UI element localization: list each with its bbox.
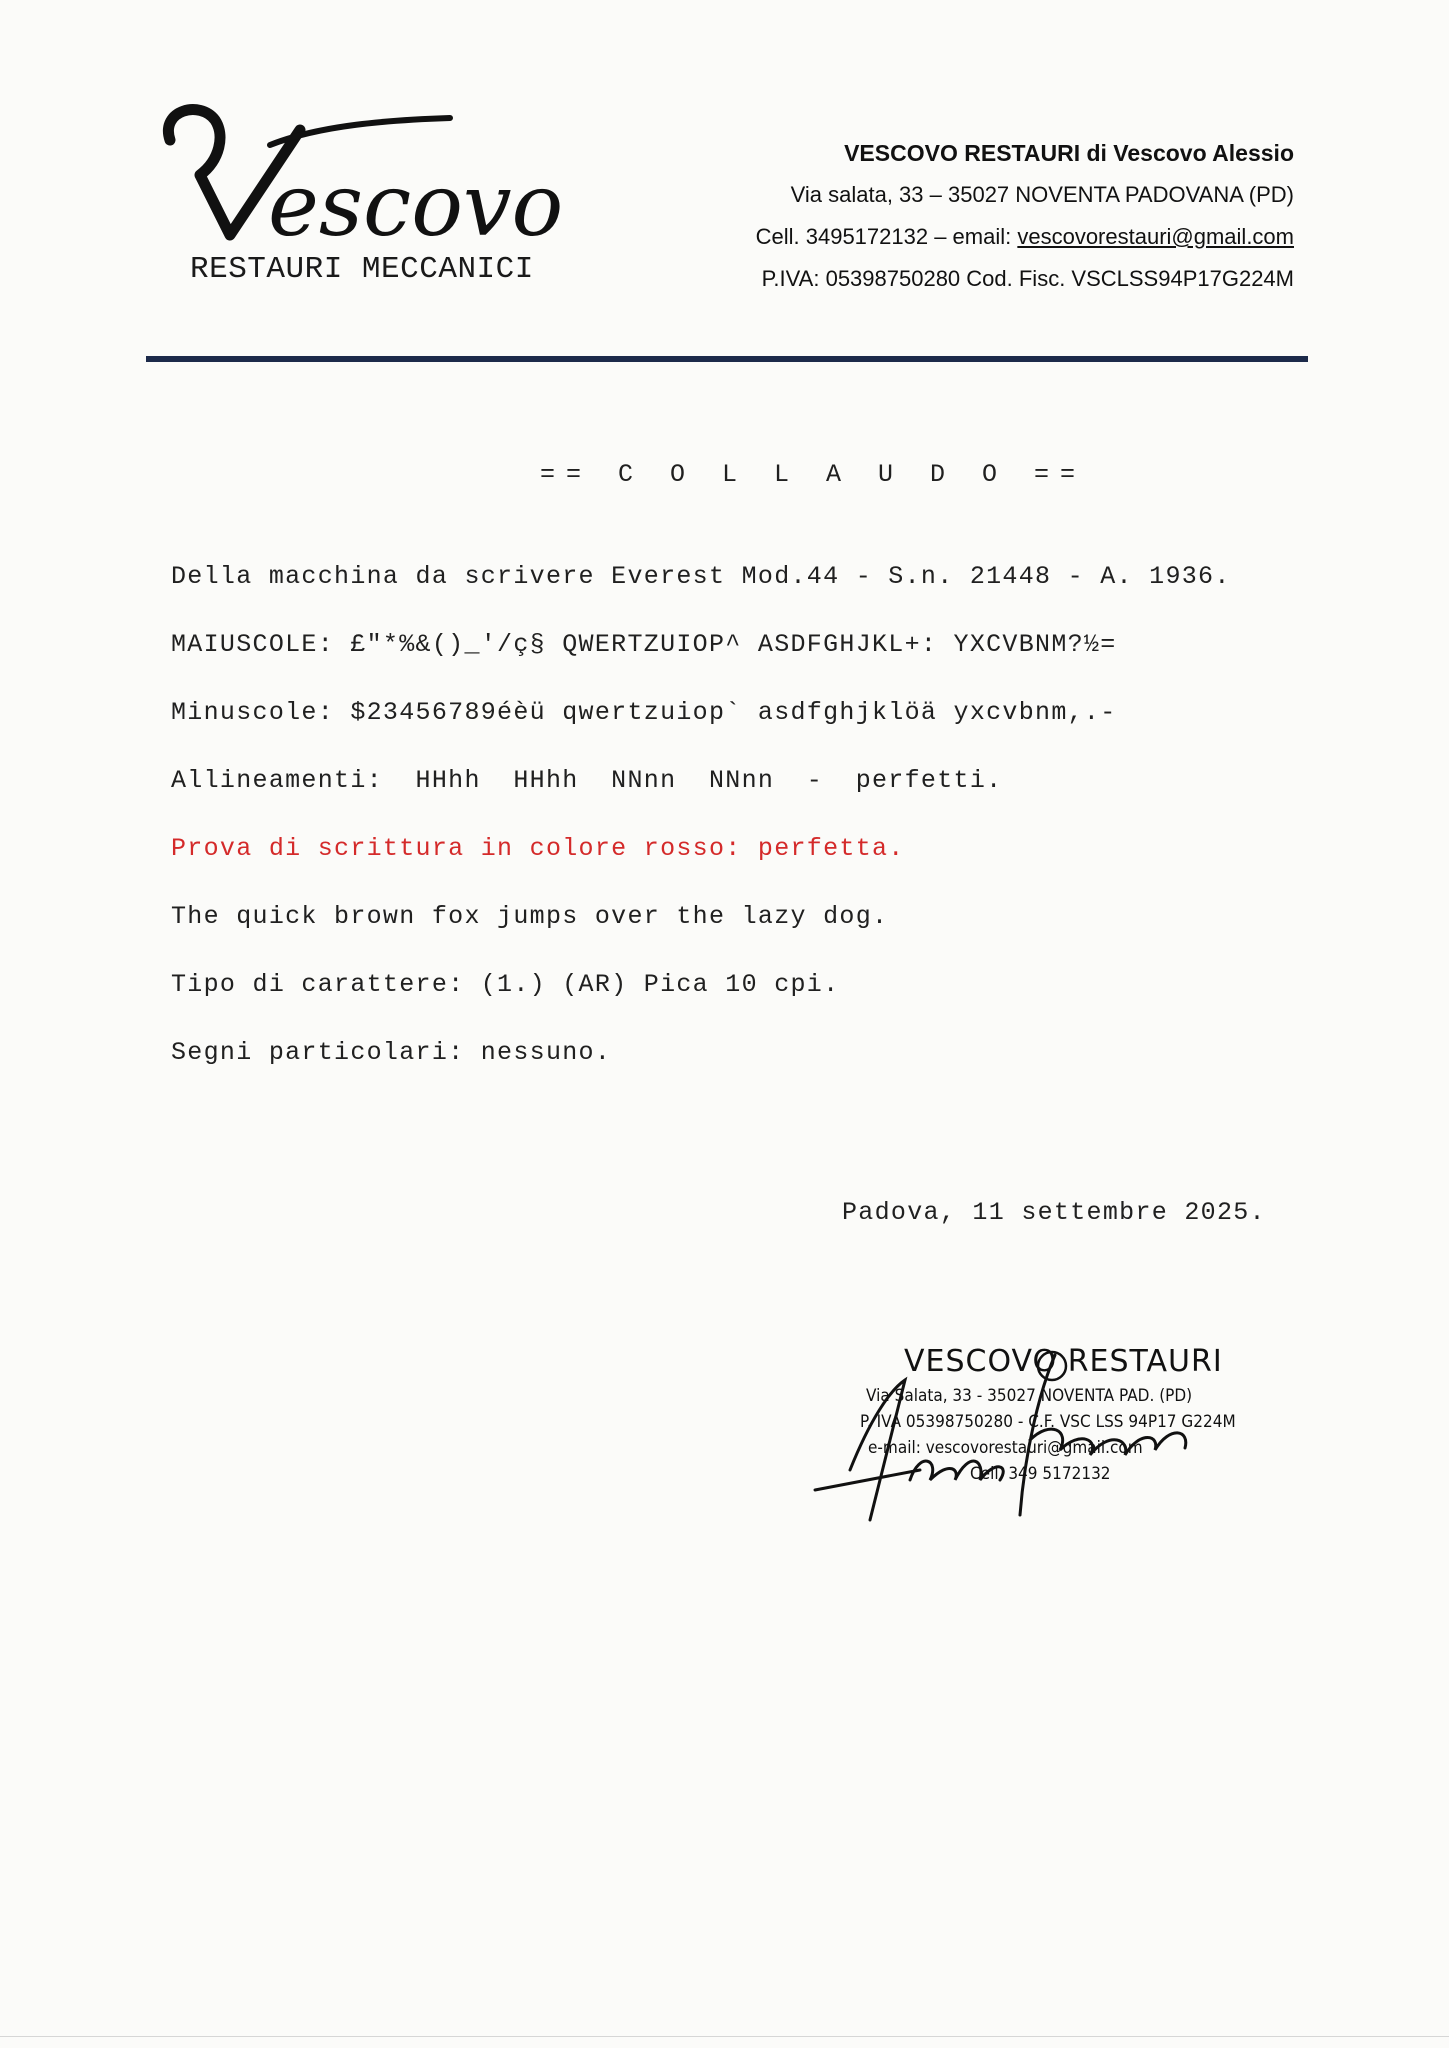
vescovo-logo-wordmark [160,100,580,250]
company-address: Via salata, 33 – 35027 NOVENTA PADOVANA (PD) [790,182,1294,207]
uppercase-test-line: MAIUSCOLE: £"*%&()_'/ç§ QWERTZUIOP^ ASDFGHJKL+: YXCVBNM?½= [171,630,1117,659]
handwritten-signature [810,1330,1270,1530]
lowercase-test-line: Minuscole: $23456789éèü qwertzuiop` asdfghjklöä yxcvbnm,.- [171,698,1117,727]
stamp-email: e-mail: vescovorestauri@gmail.com [868,1438,1143,1458]
special-marks-line: Segni particolari: nessuno. [171,1038,612,1067]
company-logo [160,100,580,300]
company-contact [756,216,1294,258]
machine-line: Della macchina da scrivere Everest Mod.44 - S.n. 21448 - A. 1936. [171,562,1231,591]
email-link[interactable]: vescovorestauri@gmail.com [1017,224,1294,249]
company-tax-ids: P.IVA: 05398750280 Cod. Fisc. VSCLSS94P17G224M [761,266,1294,291]
stamp-phone: Cell. 349 5172132 [970,1464,1111,1484]
stamp-title: VESCOVO RESTAURI [904,1344,1223,1379]
stamp-tax: P. IVA 05398750280 - C.F. VSC LSS 94P17 G224M [860,1412,1236,1432]
pangram-line: The quick brown fox jumps over the lazy dog. [171,902,889,931]
company-header [756,132,1294,300]
contact-phone: Cell. 3495172132 – email: [755,224,1018,249]
page-bottom-edge [0,2036,1449,2037]
company-stamp [810,1330,1270,1530]
logo-subtitle: RESTAURI MECCANICI [190,252,534,287]
stamp-address: Via Salata, 33 - 35027 NOVENTA PAD. (PD) [866,1386,1193,1406]
document-title: == C O L L A U D O == [540,460,1087,489]
header-divider [146,356,1308,362]
red-ink-test-line: Prova di scrittura in colore rosso: perfetta. [171,834,905,863]
company-name: VESCOVO RESTAURI di Vescovo Alessio [844,140,1294,166]
svg-text:escovo: escovo [268,156,564,250]
alignment-line: Allineamenti: HHhh HHhh NNnn NNnn - perfetti. [171,766,1003,795]
typeface-line: Tipo di carattere: (1.) (AR) Pica 10 cpi. [171,970,840,999]
document-date: Padova, 11 settembre 2025. [842,1198,1266,1227]
